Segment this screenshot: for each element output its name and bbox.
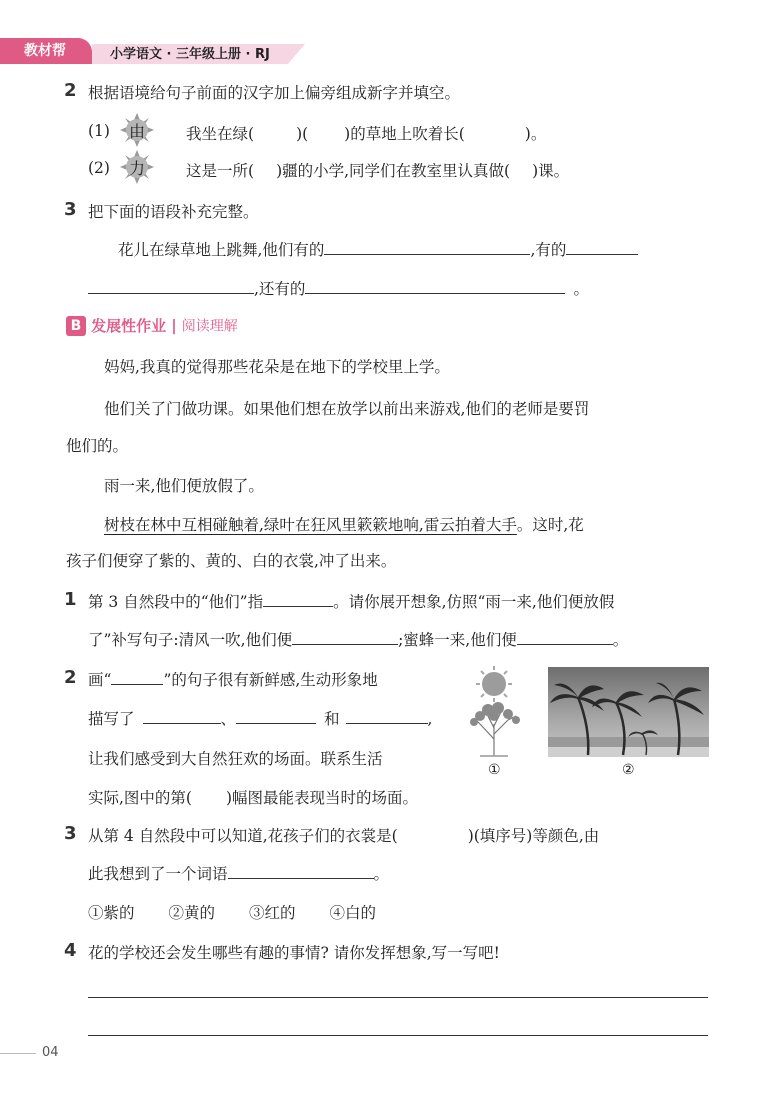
question-text: 此我想到了一个词语 。 [88, 862, 389, 884]
storm-palm-photo [548, 667, 709, 757]
footer-rule [0, 1053, 36, 1054]
option: ①紫的 [88, 904, 135, 922]
section-b-icon: B [66, 316, 86, 336]
section-separator: | [171, 316, 177, 335]
option-list [88, 901, 376, 923]
section-title: 发展性作业 [91, 317, 167, 335]
question-number: 2 [64, 80, 77, 101]
question-text: 把下面的语段补充完整。 [88, 203, 259, 221]
question-text: 了”补写句子:清风一吹,他们便 ;蜜蜂一来,他们便 。 [88, 628, 628, 650]
passage-paragraph: 雨一来,他们便放假了。 [104, 477, 264, 495]
question-text: 第 3 自然段中的“他们”指 。请你展开想象,仿照“雨一来,他们便放假 [88, 590, 614, 612]
option: ③红的 [249, 904, 296, 922]
figure-label: ② [622, 762, 635, 778]
book-title: 小学语文 · 三年级上册 · RJ [110, 47, 270, 62]
section-subtitle: 阅读理解 [181, 318, 238, 335]
passage-paragraph: 他们关了门做功课。如果他们想在放学以前出来游戏,他们的老师是要罚 [104, 400, 590, 418]
question-number: 2 [64, 667, 77, 688]
writing-line [88, 1035, 708, 1036]
radical-char: 力 [128, 159, 145, 178]
page-number: 04 [42, 1045, 59, 1060]
fill-sentence: ,还有的 。 [88, 277, 589, 299]
sun-tree-image [466, 664, 528, 760]
question-number: 1 [64, 589, 77, 610]
item-label: (2) [88, 159, 110, 177]
item-label: (1) [88, 122, 110, 140]
underlined-sentence: 树枝在林中互相碰触着,绿叶在狂风里簌簌地响,雷云拍着大手 [104, 516, 517, 534]
fill-sentence: 花儿在绿草地上跳舞,他们有的 ,有的 [118, 238, 638, 260]
section-b-header [66, 315, 238, 336]
writing-line [88, 997, 708, 998]
question-number: 3 [64, 199, 77, 220]
question-text: 根据语境给句子前面的汉字加上偏旁组成新字并填空。 [88, 84, 461, 102]
option: ②黄的 [168, 904, 216, 922]
question-text: 让我们感受到大自然狂欢的场面。联系生活 [88, 750, 383, 768]
option: ④白的 [329, 904, 377, 922]
figure-label: ① [488, 762, 501, 778]
question-text: 实际,图中的第( )幅图最能表现当时的场面。 [88, 789, 419, 807]
question-number: 3 [64, 823, 77, 844]
passage-paragraph: 他们的。 [66, 437, 129, 455]
radical-char: 由 [128, 122, 145, 141]
passage-paragraph: 孩子们便穿了紫的、黄的、白的衣裳,冲了出来。 [66, 552, 397, 570]
question-text: 花的学校还会发生哪些有趣的事情? 请你发挥想象,写一写吧! [88, 944, 500, 962]
question-number: 4 [64, 940, 77, 961]
passage-paragraph: 妈妈,我真的觉得那些花朵是在地下的学校里上学。 [104, 358, 450, 376]
fill-sentence: 我坐在绿( )( )的草地上吹着长( )。 [186, 125, 547, 143]
passage-paragraph: 树枝在林中互相碰触着,绿叶在狂风里簌簌地响,雷云拍着大手。这时,花 [104, 516, 584, 534]
brand-tab: 教材帮 [0, 38, 92, 64]
question-text: 描写了 、 和 , [88, 707, 432, 729]
question-text: 从第 4 自然段中可以知道,花孩子们的衣裳是( )(填序号)等颜色,由 [88, 827, 600, 845]
question-text: 画“ ”的句子很有新鲜感,生动形象地 [88, 668, 378, 690]
fill-sentence: 这是一所( )疆的小学,同学们在教室里认真做( )课。 [186, 162, 570, 180]
